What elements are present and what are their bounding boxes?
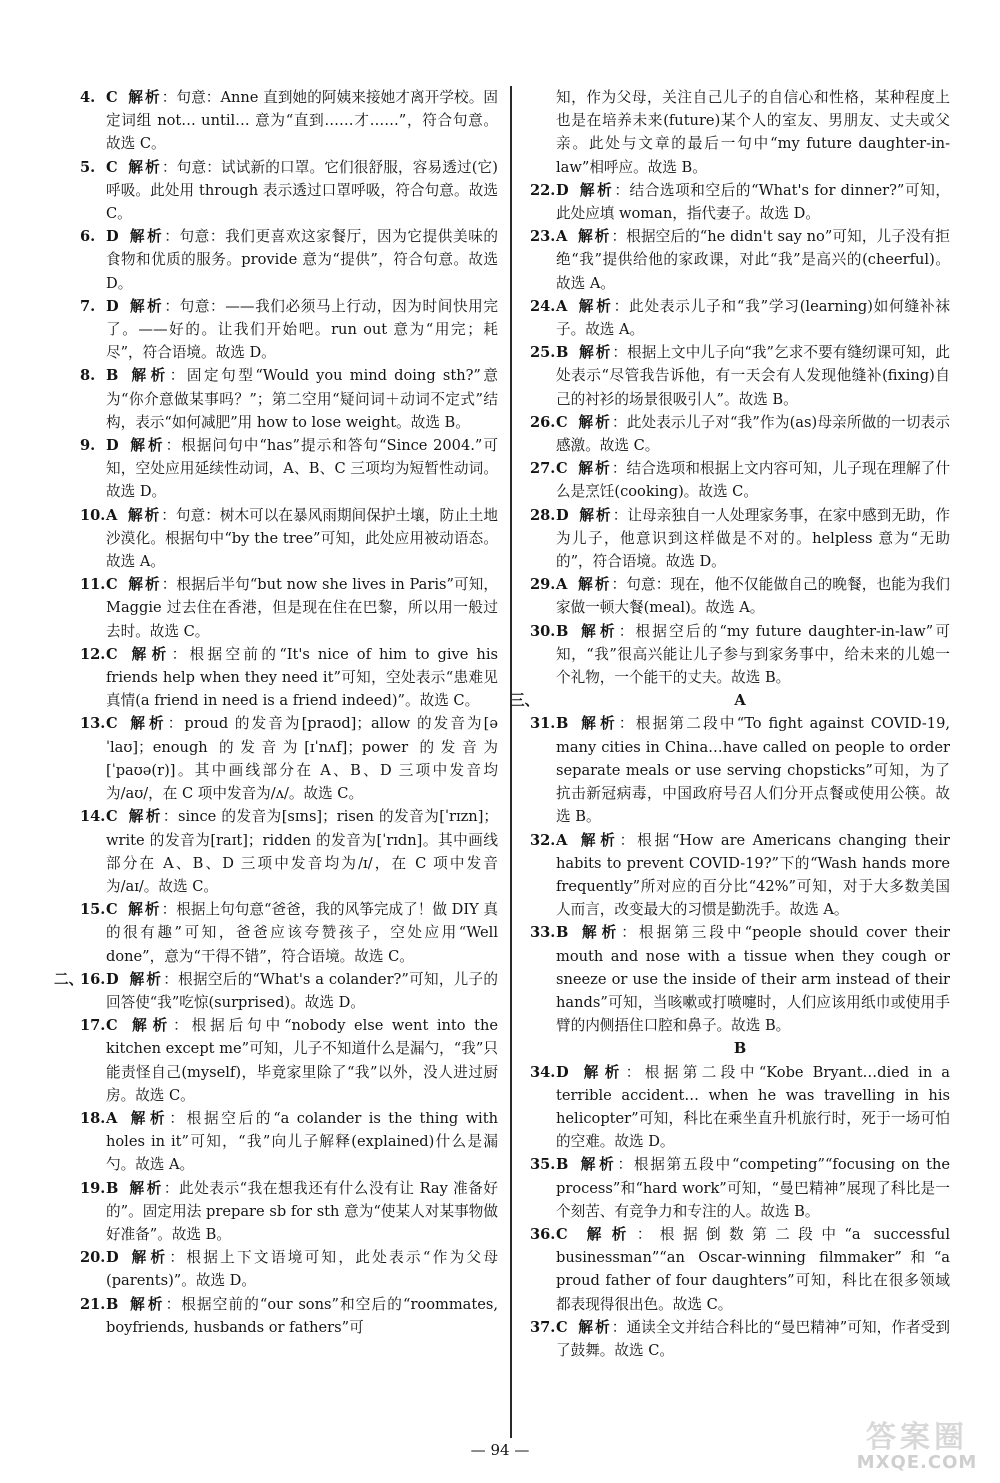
analysis-text: ：根据上下文语境可知，此处表示“作为父母(parents)”。故选 D。 — [106, 1249, 498, 1290]
answer-letter: D — [556, 506, 569, 524]
watermark-en: MXQE.COM — [856, 1452, 978, 1473]
answer-letter: C — [106, 89, 118, 106]
question-number: 36. — [530, 1225, 556, 1243]
analysis-label: 解析 — [130, 1295, 166, 1313]
answer-entry — [80, 434, 498, 504]
analysis-text: ：根据空前的“It's nice of him to give his friends help when they need it”可知，空处表示“患难见真情(a friend in need is a friend indeed)”。故选 C。 — [106, 645, 498, 710]
entries-group-22-30 — [530, 179, 950, 689]
analysis-label: 解析 — [131, 367, 170, 385]
analysis-label: 解析 — [128, 89, 162, 106]
section-three-mark: 三、 — [510, 692, 540, 710]
analysis-label: 解析 — [580, 1156, 618, 1174]
analysis-label: 解析 — [579, 181, 615, 199]
analysis-text: ：此处表示儿子和“我”学习(learning)如何缝补袜子。故选 A。 — [556, 297, 950, 339]
analysis-text: ：此处表示儿子对“我”作为(as)母亲所做的一切表示感激。故选 C。 — [556, 413, 950, 455]
answer-letter: B — [106, 367, 119, 385]
question-number: 37. — [530, 1318, 556, 1336]
question-number: 35. — [530, 1156, 556, 1174]
analysis-text: ：根据问句中“has”提示和答句“Since 2004.”可知，空处应用延续性动词，A、B、C 三项均为短暂性动词。故选 D。 — [106, 437, 498, 501]
analysis-label: 解析 — [129, 970, 164, 988]
entries-group-34-37 — [530, 1061, 950, 1363]
answer-letter: A — [556, 576, 568, 594]
analysis-label: 解析 — [586, 1225, 637, 1243]
site-watermark — [842, 1412, 992, 1478]
analysis-label: 解析 — [578, 1318, 612, 1336]
section-mark: 二、 — [54, 970, 84, 988]
analysis-text: ：根据第二段中“To fight against COVID-19, many cities in China…have called on people to order separate meals or use serving chopsticks”可知，为了抗击新冠病毒，中国政府号召人们分开点餐或使用公筷。故选 B。 — [556, 715, 950, 826]
answer-entry — [80, 225, 498, 295]
answer-entry — [530, 341, 950, 411]
analysis-label: 解析 — [131, 645, 172, 663]
question-number: 19. — [80, 1179, 106, 1197]
question-number: 30. — [530, 622, 556, 640]
watermark-cn: 答案圈 — [866, 1420, 968, 1455]
answer-letter: B — [556, 344, 569, 362]
answer-letter: D — [106, 970, 119, 988]
question-number: 10. — [80, 506, 106, 524]
answer-entry — [530, 225, 950, 295]
question-number: 33. — [530, 924, 556, 942]
analysis-label: 解析 — [578, 413, 612, 431]
analysis-label: 解析 — [580, 831, 620, 849]
analysis-label: 解析 — [129, 228, 165, 246]
analysis-label: 解析 — [128, 901, 162, 919]
column-divider — [510, 86, 512, 1438]
answer-letter: C — [106, 158, 118, 176]
left-column — [54, 86, 499, 1339]
analysis-label: 解析 — [130, 715, 168, 733]
analysis-label: 解析 — [579, 506, 613, 524]
answer-entry — [80, 364, 498, 434]
page-number-value: 94 — [490, 1441, 510, 1459]
right-column — [510, 86, 950, 1362]
page-number: — 94 — — [470, 1441, 530, 1459]
answer-entry — [80, 1177, 498, 1247]
answer-letter: C — [106, 901, 118, 919]
answer-entry — [530, 411, 950, 457]
answer-letter: A — [556, 831, 568, 849]
analysis-text: ：根据空后的“What's a colander?”可知，儿子的回答使“我”吃惊(surprised)。故选 D。 — [106, 970, 498, 1011]
answer-letter: D — [556, 181, 569, 199]
answer-entry — [530, 504, 950, 574]
analysis-label: 解析 — [581, 622, 619, 640]
answer-entry — [80, 712, 498, 805]
answer-letter: A — [556, 228, 568, 246]
analysis-label: 解析 — [128, 808, 163, 826]
question-number: 8. — [80, 367, 96, 385]
section-three-row — [510, 689, 950, 712]
answer-letter: C — [556, 413, 568, 431]
analysis-label: 解析 — [578, 460, 612, 478]
analysis-text: ：proud 的发音为[praʊd]；allow 的发音为[əˈlaʊ]；enough 的发音为[ɪˈnʌf]；power 的发音为[ˈpaʊə(r)]。其中画线部分在 A、B、D 三项中发音均为/aʊ/，在 C 项中发音为/ʌ/。故选 C。 — [106, 715, 498, 803]
question-number: 22. — [530, 181, 556, 199]
analysis-text: ：根据上句句意“爸爸，我的风筝完成了！做 DIY 真的很有趣”可知，爸爸应该夸赞孩子，空处应用“Well done”，意为“干得不错”，符合语境。故选 C。 — [106, 901, 498, 965]
answer-letter: D — [106, 297, 119, 315]
analysis-label: 解析 — [131, 1249, 170, 1267]
analysis-text: ：根据第五段中“competing”“focusing on the process”和“hard work”可知，“曼巴精神”展现了科比是一个刻苦、有竞争力和专注的人。故选 B。 — [556, 1156, 950, 1220]
answer-entry — [80, 295, 498, 365]
answer-entry — [80, 156, 498, 226]
answer-letter: D — [106, 437, 119, 455]
analysis-text: ：根据空后的“he didn't say no”可知，儿子没有拒绝“我”提供给他的家政课，对此“我”是高兴的(cheerful)。故选 A。 — [556, 228, 950, 292]
question-number: 9. — [80, 437, 96, 455]
question-number: 20. — [80, 1249, 106, 1267]
answer-entry — [54, 968, 498, 1014]
answer-entry — [80, 1014, 498, 1107]
answer-letter: C — [556, 1318, 568, 1336]
answer-letter: D — [106, 228, 119, 246]
analysis-text: ：根据空后的“a colander is the thing with holes in it”可知，“我”向儿子解释(explained)什么是漏勺。故选 A。 — [106, 1109, 498, 1174]
answer-entry — [80, 504, 498, 574]
answer-entry — [80, 86, 498, 156]
analysis-text: ：句意：树木可以在暴风雨期间保护土壤，防止土地沙漠化。根据句中“by the tree”可知，此处应用被动语态。故选 A。 — [106, 506, 498, 571]
analysis-label: 解析 — [579, 344, 613, 362]
analysis-label: 解析 — [581, 715, 619, 733]
question-number: 25. — [530, 344, 556, 362]
answer-letter: B — [556, 924, 569, 942]
question-number: 24. — [530, 297, 556, 315]
answer-entry — [530, 1316, 950, 1362]
answer-letter: C — [106, 808, 118, 826]
question-number: 15. — [80, 901, 106, 919]
answer-entry — [80, 1293, 498, 1339]
answer-letter: B — [106, 1295, 119, 1313]
question-number: 34. — [530, 1063, 556, 1081]
analysis-label: 解析 — [578, 297, 614, 315]
answer-letter: B — [556, 715, 569, 733]
question-number: 7. — [80, 297, 96, 315]
answer-letter: B — [556, 1156, 569, 1174]
question-number: 32. — [530, 831, 556, 849]
analysis-label: 解析 — [578, 576, 612, 594]
answer-letter: A — [556, 297, 568, 315]
answer-entry — [530, 829, 950, 922]
continued-explanation: 知，作为父母，关注自己儿子的自信心和性格，某种程度上也是在培养未来(future)某个人的室友、男朋友、丈夫或父亲。此处与文章的最后一句中“my future daughter-in-law”相呼应。故选 B。 — [556, 89, 950, 176]
answer-letter: D — [106, 1249, 119, 1267]
analysis-text: ：根据空后的“my future daughter-in-law”可知，“我”很高兴能让儿子参与到家务事中，给未来的儿媳一个礼物，一个能干的丈夫。故选 B。 — [556, 622, 950, 687]
question-number: 18. — [80, 1109, 106, 1127]
answer-entry — [530, 295, 950, 341]
question-number: 5. — [80, 158, 96, 176]
question-number: 16. — [80, 970, 106, 988]
answer-letter: C — [556, 1225, 568, 1243]
analysis-text: ：结合选项和根据上文内容可知，儿子现在理解了什么是烹饪(cooking)。故选 C。 — [556, 460, 950, 501]
answer-letter: C — [106, 576, 118, 594]
analysis-text: ：根据倒数第二段中“a successful businessman”“an Oscar-winning filmmaker”和“a proud father of four daughters”可知，科比在很多领域都表现得很出色。故选 C。 — [556, 1225, 950, 1313]
question-number: 31. — [530, 715, 556, 733]
answer-letter: C — [106, 1017, 118, 1035]
question-number: 14. — [80, 808, 106, 826]
answer-entry — [530, 921, 950, 1037]
analysis-text: ：句意：试试新的口罩。它们很舒服，容易透过(它)呼吸。此处用 through 表示透过口罩呼吸，符合句意。故选 C。 — [106, 158, 498, 223]
answer-letter: C — [556, 460, 568, 478]
answer-letter: C — [106, 715, 118, 733]
answer-entry — [530, 457, 950, 503]
analysis-text: ：句意：——我们必须马上行动，因为时间快用完了。——好的。让我们开始吧。run out 意为“用完；耗尽”，符合语境。故选 D。 — [106, 297, 498, 362]
analysis-label: 解析 — [128, 576, 162, 594]
analysis-text: ：通读全文并结合科比的“曼巴精神”可知，作者受到了鼓舞。故选 C。 — [556, 1318, 950, 1359]
question-number: 21. — [80, 1295, 106, 1313]
answer-entry — [530, 179, 950, 225]
subhead-b: B — [733, 1040, 747, 1058]
question-number: 28. — [530, 506, 556, 524]
analysis-label: 解析 — [129, 297, 165, 315]
answer-letter: B — [556, 622, 569, 640]
analysis-text: ：根据后句中“nobody else went into the kitchen except me”可知，儿子不知道什么是漏勺，“我”只能责怪自己(myself)，毕竟家里除了“我”以外，没人进过厨房。故选 C。 — [106, 1017, 499, 1104]
answer-entry — [530, 712, 950, 828]
answer-entry — [530, 620, 950, 690]
question-number: 23. — [530, 228, 556, 246]
question-number: 4. — [80, 89, 96, 106]
analysis-label: 解析 — [130, 1109, 170, 1127]
analysis-text: ：根据后半句“but now she lives in Paris”可知，Maggie 过去住在香港，但是现在住在巴黎，所以用一般过去时。故选 C。 — [106, 576, 498, 640]
answer-entry — [80, 573, 498, 643]
analysis-text: ：固定句型“Would you mind doing sth?”意为“你介意做某事吗？”；第二空用“疑问词＋动词不定式”结构，表示“如何减肥”用 how to lose weight。故选 B。 — [106, 367, 498, 431]
analysis-text: ：根据上文中儿子向“我”乞求不要有缝纫课可知，此处表示“尽管我告诉他，有一天会有人发现他缝补(fixing)自己的衬衫的场景很吸引人”。故选 B。 — [556, 344, 950, 408]
analysis-label: 解析 — [583, 1063, 626, 1081]
analysis-text: ：句意：Anne 直到她的阿姨来接她才离开学校。固定词组 not… until… 意为“直到……才……”，符合句意。故选 C。 — [106, 89, 498, 153]
answer-entry — [530, 1223, 950, 1316]
question-number: 11. — [80, 576, 106, 594]
question-number: 12. — [80, 645, 106, 663]
answer-entry — [80, 643, 498, 713]
question-number: 13. — [80, 715, 106, 733]
analysis-label: 解析 — [582, 924, 622, 942]
analysis-label: 解析 — [128, 506, 162, 524]
analysis-text: ：结合选项和空后的“What's for dinner?”可知，此处应填 woman，指代妻子。故选 D。 — [556, 181, 950, 223]
answer-entry — [80, 898, 498, 968]
question-number: 17. — [80, 1017, 106, 1035]
analysis-label: 解析 — [129, 1179, 164, 1197]
analysis-text: ：根据第三段中“people should cover their mouth and nose with a tissue when they cough or sneeze or use the inside of their arm instead of their hands”可知，当咳嗽或打喷嚏时，人们应该用纸巾或使用手臂的内侧捂住口腔和鼻子。故选 B。 — [556, 924, 950, 1035]
answer-entry — [530, 1153, 950, 1223]
analysis-text: ：根据空前的“our sons”和空后的“roommates, boyfriends, husbands or fathers”可 — [106, 1295, 498, 1336]
analysis-text: ：根据第二段中“Kobe Bryant…died in a terrible accident… when he was travelling in his helicopter”可知，科比在乘坐直升机旅行时，死于一场可怕的空难。故选 D。 — [556, 1063, 950, 1151]
analysis-text: ：since 的发音为[sɪns]；risen 的发音为[ˈrɪzn]；write 的发音为[raɪt]；ridden 的发音为[ˈrɪdn]。其中画线部分在 A、B、D 三项中发音均为/ɪ/，在 C 项中发音为/aɪ/。故选 C。 — [106, 808, 498, 895]
analysis-label: 解析 — [130, 437, 166, 455]
answer-letter: A — [106, 506, 118, 524]
answer-letter: D — [556, 1063, 569, 1081]
question-number: 26. — [530, 413, 556, 431]
answer-letter: C — [106, 645, 118, 663]
entries-group-31-33 — [530, 712, 950, 1037]
analysis-label: 解析 — [128, 158, 162, 176]
analysis-label: 解析 — [578, 228, 612, 246]
analysis-text: ：句意：现在，他不仅能做自己的晚餐，也能为我们家做一顿大餐(meal)。故选 A。 — [556, 576, 950, 617]
answer-entry — [530, 573, 950, 619]
question-number: 6. — [80, 228, 96, 246]
analysis-label: 解析 — [132, 1017, 174, 1035]
answer-letter: A — [106, 1109, 118, 1127]
question-number: 29. — [530, 576, 556, 594]
answer-entry — [80, 1246, 498, 1292]
analysis-text: ：让母亲独自一人处理家务事，在家中感到无助，作为儿子，他意识到这样做是不对的。helpless 意为“无助的”，符合语境。故选 D。 — [556, 506, 950, 571]
analysis-text: ：此处表示“我在想我还有什么没有让 Ray 准备好的”。固定用法 prepare sb for sth 意为“使某人对某事物做好准备”。故选 B。 — [106, 1179, 498, 1243]
answer-entry — [80, 1107, 498, 1177]
analysis-text: ：根据“How are Americans changing their habits to prevent COVID-19?”下的“Wash hands more frequently”所对应的百分比“42%”可知，对于大多数美国人而言，改变最大的习惯是勤洗手。故选 A。 — [556, 831, 950, 919]
analysis-text: ：句意：我们更喜欢这家餐厅，因为它提供美味的食物和优质的服务。provide 意为“提供”，符合句意。故选 D。 — [106, 228, 498, 292]
question-number: 27. — [530, 460, 556, 478]
answer-entry — [80, 805, 498, 898]
answer-entry — [530, 1061, 950, 1154]
answer-letter: B — [106, 1179, 119, 1197]
subhead-a: A — [734, 692, 746, 710]
